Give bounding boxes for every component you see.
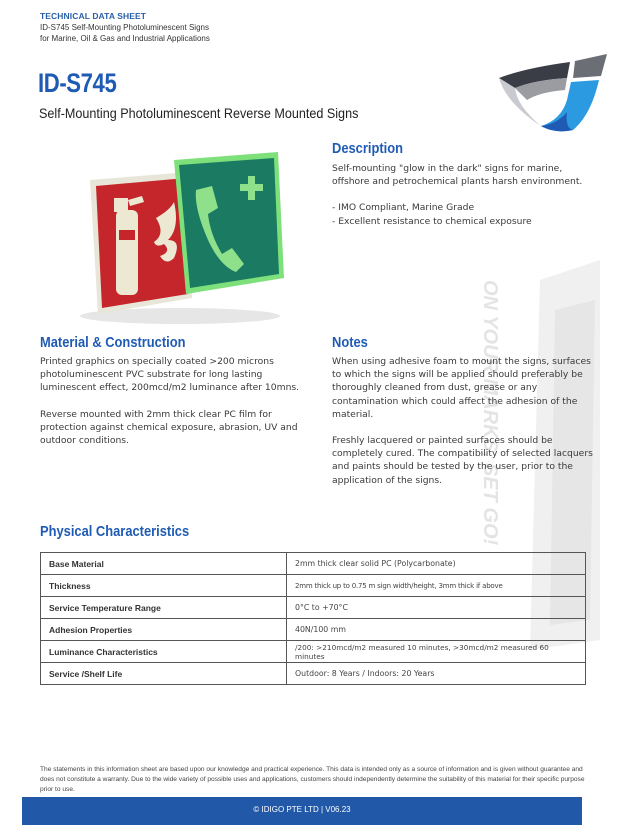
product-code: ID-S745 xyxy=(38,68,117,98)
header-subtitle-line1: ID-S745 Self-Mounting Photoluminescent Signs xyxy=(40,23,209,32)
material-body xyxy=(40,355,315,460)
notes-paragraph: When using adhesive foam to mount the signs, surfaces to which the signs will be applied should preferably be thoroughly cleaned from dust, grease or any contamination which could affect the adhesion of the material. xyxy=(332,356,591,420)
table-row xyxy=(41,553,586,575)
material-paragraph: Reverse mounted with 2mm thick clear PC film for protection against chemical exposure, abrasion, UV and outdoor conditions. xyxy=(40,408,298,447)
value-cell: Outdoor: 8 Years / Indoors: 20 Years xyxy=(287,663,586,685)
description-heading: Description xyxy=(332,140,403,157)
notes-body xyxy=(332,355,602,500)
product-photo xyxy=(70,148,310,328)
value-cell: 0°C to +70°C xyxy=(287,597,586,619)
property-cell: Service /Shelf Life xyxy=(41,663,287,685)
product-title: Self-Mounting Photoluminescent Reverse Mounted Signs xyxy=(39,105,359,121)
table-row xyxy=(41,641,586,663)
table-row xyxy=(41,597,586,619)
disclaimer-text: The statements in this information sheet are based upon our knowledge and practical experience. This data is intended only as a source of information and is given without guarantee and does not constitute a warranty. Due to the wide variety of possible uses and applications, customers should independently determine the suitability of this material for their specific purpose prior to use. xyxy=(40,766,585,793)
notes-paragraph: Freshly lacquered or painted surfaces should be completely cured. The compatibility of selected lacquers and paints should be tested by the user, prior to the application of the signs. xyxy=(332,435,593,486)
value-cell: /200: >210mcd/m2 measured 10 minutes, >30mcd/m2 measured 60 minutes xyxy=(287,641,586,663)
header-subtitle-line2: for Marine, Oil & Gas and Industrial Applications xyxy=(40,34,210,43)
table-row xyxy=(41,575,586,597)
physical-characteristics-heading: Physical Characteristics xyxy=(40,523,190,540)
property-cell: Luminance Characteristics xyxy=(41,641,287,663)
document-type-label: TECHNICAL DATA SHEET xyxy=(40,11,147,21)
footer-bar xyxy=(22,797,582,825)
property-cell: Service Temperature Range xyxy=(41,597,287,619)
footer-copyright: © IDIGO PTE LTD | V06.23 xyxy=(253,805,351,814)
header-subtitle xyxy=(40,22,210,44)
material-paragraph: Printed graphics on specially coated >200 microns photoluminescent PVC substrate for long lasting luminescent effect, 200mcd/m2 luminance after 10mns. xyxy=(40,356,300,394)
table-row xyxy=(41,663,586,685)
description-bullet: - Excellent resistance to chemical exposure xyxy=(332,215,532,227)
material-heading: Material & Construction xyxy=(40,334,186,351)
physical-characteristics-table xyxy=(40,552,586,685)
value-cell: 2mm thick clear solid PC (Polycarbonate) xyxy=(287,553,586,575)
property-cell: Thickness xyxy=(41,575,287,597)
description-paragraph: Self-mounting "glow in the dark" signs for marine, offshore and petrochemical plants harsh environment. xyxy=(332,163,583,188)
table-row xyxy=(41,619,586,641)
watermark-slogan: ON YOUR MARKS, SET GO! xyxy=(479,280,501,546)
value-cell: 40N/100 mm xyxy=(287,619,586,641)
description-body xyxy=(332,162,602,228)
value-cell: 2mm thick up to 0.75 m sign width/height, 3mm thick if above xyxy=(287,575,586,597)
idigo-logo-icon xyxy=(495,40,610,135)
description-bullet: - IMO Compliant, Marine Grade xyxy=(332,202,475,214)
property-cell: Base Material xyxy=(41,553,287,575)
notes-heading: Notes xyxy=(332,334,368,351)
property-cell: Adhesion Properties xyxy=(41,619,287,641)
